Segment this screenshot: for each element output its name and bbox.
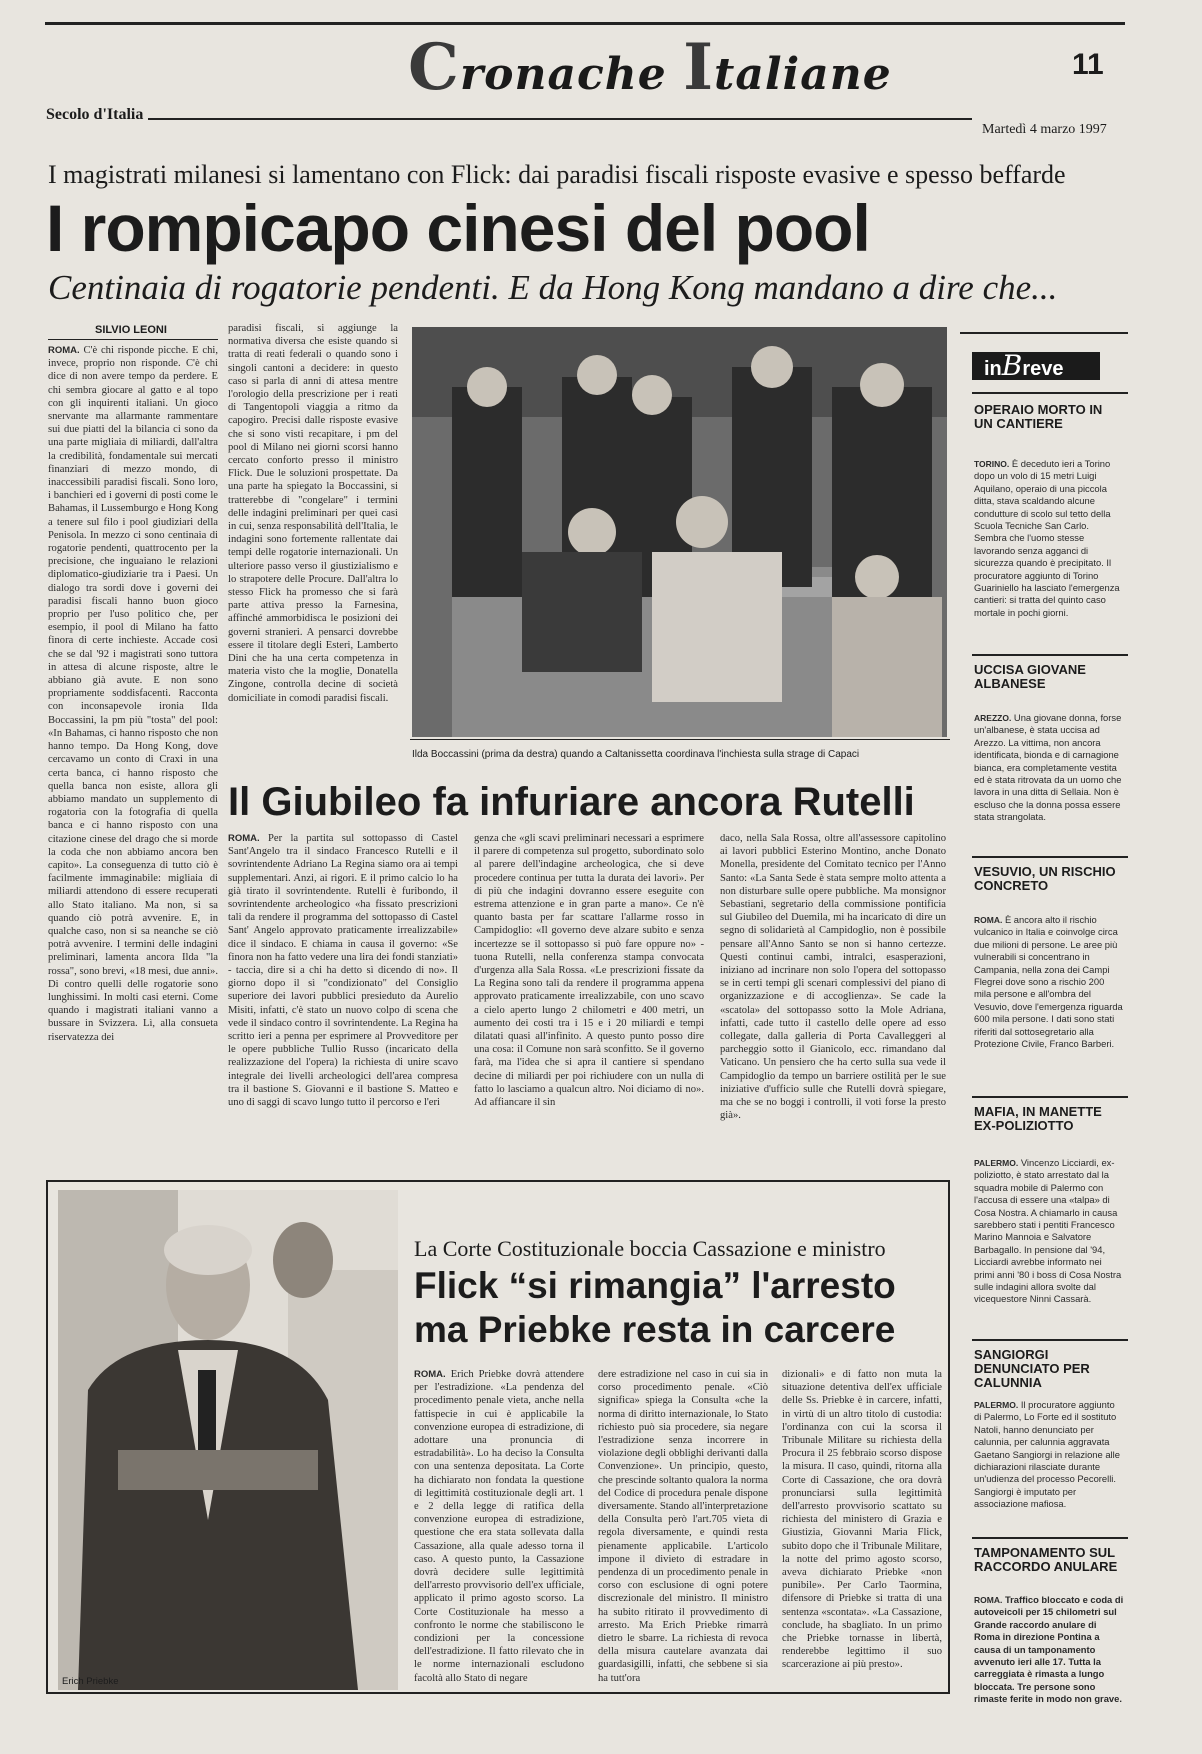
logo-part: B xyxy=(1001,349,1023,382)
story3-left-rule xyxy=(46,1180,48,1694)
brief-divider xyxy=(972,654,1128,656)
brief-text xyxy=(974,914,1124,1092)
brief-body: Traffico bloccato e coda di autoveicoli per 15 chilometri sul Grande raccordo anulare di Roma in direzione Pontina a causa di un tamponamento avvenuto ieri alle 17. Tutta la carreggiata è rimasta a lungo bloccata. Tre persone sono rimaste ferite in modo non grave. xyxy=(974,1594,1124,1704)
dateline: PALERMO. xyxy=(974,1400,1019,1410)
logo-part: reve xyxy=(1022,358,1064,380)
page-number: 11 xyxy=(1072,48,1104,81)
brevi-top-rule xyxy=(960,332,1128,334)
story3-kicker: La Corte Costituzionale boccia Cassazione e ministro xyxy=(414,1236,886,1261)
story3-bottom-rule xyxy=(46,1692,950,1694)
section-title xyxy=(408,30,892,105)
main-subhead: Centinaia di rogatorie pendenti. E da Hong Kong mandano a dire che... xyxy=(48,268,1058,307)
section-title-part: taliane xyxy=(714,49,892,100)
brief-title: SANGIORGI DENUNCIATO PER CALUNNIA xyxy=(974,1347,1090,1390)
brevi-rule xyxy=(972,392,1128,394)
dateline: AREZZO. xyxy=(974,713,1012,723)
byline-rule xyxy=(48,339,218,340)
brief-body: Una giovane donna, forse un'albanese, è stata uccisa ad Arezzo. La vittima, non ancora identificata, bionda e di carnagione bianca, era completamente vestita ed è stata ritrovata da un uomo che lavora in una ditta di Sellaia. Non è escluso che la donna possa essere stata strangolata. xyxy=(974,712,1122,823)
brief-body: Il procuratore aggiunto di Palermo, Lo Forte ed il sostituto Natoli, hanno denunciato per calunnia, per calunnia aggravata Gaetano Sangiorgi in relazione alle dichiarazioni rilasciate durante un'udienza del processo Pecorelli. Sangiorgi è imputato per associazione mafiosa. xyxy=(974,1399,1120,1510)
top-rule xyxy=(45,22,1125,25)
brief-divider xyxy=(972,1096,1128,1098)
brief-text xyxy=(974,1399,1124,1529)
story3-headline-line2: ma Priebke resta in carcere xyxy=(414,1309,896,1350)
brief-text xyxy=(974,458,1124,648)
story3-right-rule xyxy=(948,1180,950,1694)
column-text: Per la partita sul sottopasso di Castel Sant'Angelo tra il sindaco Francesco Rutelli e il sovrintendente Adriano La Regina siamo ora ai tempi supplementari. Anzi, ai rigori. E il primo calcio lo ha già tirato il sovrintendente. Rutelli è furibondo, il sovrintendente archeologico «ha fissato prescrizioni tali da rendere il programma del sottopasso di Castel Sant' Angelo approvato praticamente irrealizzabile» dice il sindaco. E chiama in causa il governo: «Se finora non ha fatto vedere una lira dei fondi stanziati» - taccia, dire si a chi ha detto sì dicendo di no». Il giorno dopo il sì "condizionato" del Consiglio superiore dei lavori pubblici presieduto da Aurelio Misiti, infatti, c'è stato un nuovo colpo di scena che vede il sindaco contro il sovrintendente. La Regina ha scritto ieri a penna per esprimere al Provveditore per le opere pubbliche Tullio Russo (incaricato della realizzazione del l'opera) la richiesta di unire scavo integrale dei livelli archeologici dell'area compresa tra il bastione S. Giovanni e il bastione S. Matteo e uno di saggi di scavo lungo tutto il percorso e l'eri xyxy=(228,833,458,1109)
priebke-photo-image xyxy=(58,1190,398,1690)
column-text: Erich Priebke dovrà attendere per l'estradizione. «La pendenza del procedimento penale vieta, anche nella fattispecie in cui è applicabile la convenzione europea di estradizione, di adottare una pronuncia di estradabilità». Lo ha deciso la Consulta con una sentenza depositata. La Corte ha dichiarato non fondata la questione di legittimità costituzionale degli art. 1 e 2 della legge di ratifica della convenzione europea di estradizione, questione che era stata sollevata dalla Cassazione, alla quale adesso torna il caso. A questo punto, la Cassazione dovrà decidere sulle legittimità dell'arresto provvisorio dell'ex ufficiale, applicato il primo agosto scorso. La Corte Costituzionale ha messo a confronto le norme che stabiliscono le condizioni per la concessione dell'estradizione. Il fatto rilevato che in le norme internazionali escludono facoltà allo Stato di negare xyxy=(414,1369,584,1684)
dateline: TORINO. xyxy=(974,459,1010,469)
courtroom-photo-image xyxy=(412,327,947,737)
column-text: C'è chi risponde picche. E chi, invece, proprio non risponde. C'è chi dice di non avere tempo da perdere. E chi sembra giocare al gatto e al topo con gli inquirenti italiani. Un gioco snervante ma allarmante rammentare sui due piatti del la bilancia ci sono da una parte migliaia di miliardi, dall'altra la credibilità, fondamentale sui mercati finanziari di mezzo mondo, di inaccessibili paradisi fiscali. Sono loro, i banchieri ed i governi di posti come le Bahamas, il Lussemburgo e Hong Kong a tenere sul filo i pool giudiziari della Penisola. In mezzo ci sono centinaia di rogatorie pendenti, quattrocento per la precisione, che inguaiano le relazioni diplomatico-giudiziarie tra i Paesi. Un dialogo tra sordi dove i governi dei paradisi fiscali hanno buon gioco proprio per l'uso politico che, per esempio, il pool di Milano ha fatto finora di certe inchieste. Accade così che se dal '92 i magistrati sono tuttora in attesa di alcune risposte, altre le abbiano già avute. E non sono propriamente soddisfacenti. Racconta con inconsapevole ironia Ilda Boccassini, la pm più "tosta" del pool: «In Bahamas, ci hanno risposto che non hanno tempo. Da Hong Kong, dove cercavamo un conto di Craxi in una certa banca, ci hanno risposto che quella banca non esiste, allora gli abbiamo mandato un supplemento di rogatoria con la fotografia di quella banca e ci hanno risposto con una citazione cinese del drago che si morde la coda che non abbiamo ancora ben capito». La conseguenza di tutto ciò è facilmente immaginabile: migliaia di miliardi attendono di essere recuperati allo Stato italiano. Ma non, si sa quando ciò potrà avvenire. E, in qualche caso, non si sa neanche se ciò potrà avvenire. I termini delle indagini preliminari, lamenta ancora Ilda "la rossa", sono brevi, «18 mesi, due anni». Di contro quelli delle rogatorie sono lunghissimi. In molti casi eterni. Come quando i magistrati italiani vanno a bussare in Svizzera. Lì, alla consueta riservatezza dei xyxy=(48,345,218,1043)
brief-title: VESUVIO, UN RISCHIO CONCRETO xyxy=(974,864,1116,893)
brief-title: OPERAIO MORTO IN UN CANTIERE xyxy=(974,402,1103,431)
logo-part: in xyxy=(984,358,1002,380)
brief-title: UCCISA GIOVANE ALBANESE xyxy=(974,662,1086,691)
story3-top-rule xyxy=(46,1180,950,1182)
brief-title: MAFIA, IN MANETTE EX-POLIZIOTTO xyxy=(974,1104,1102,1133)
priebke-photo-caption: Erich Priebke xyxy=(62,1676,119,1687)
priebke-photo xyxy=(58,1190,398,1690)
story2-column-2: genza che «gli scavi preliminari necessari a esprimere il parere di competenza sul progetto, subordinato solo al parere dell'indagine archeologica, che si deve procedere continua per tutta la durata dei lavori». Per di più che indagini dovranno essere eseguite con estrema attenzione e in gran parte a mano». Ce n'è quanto basta per far scattare l'allarme rosso in Campidoglio: «Il governo deve alzare subito e senza incertezze se il sottopasso si può fare oppure no» - tuona Rutelli, nella conferenza stampa convocata d'urgenza alla Sala Rossa. «Le prescrizioni fissate da La Regina sono tali da rendere il programma appena approvato praticamente irrealizzabile, con uno scavo a cielo aperto lungo 2 chilometri e 400 metri, un aumento dei costi tra i 15 e i 20 miliardi e tempi dilatati quasi all'infinito. A questo punto posso dire una cosa: il Comune non sarà sconfitto. Se il governo farà, ma l'idea che si apra il cantiere si spendano decine di miliardi per poi richiudere con un nulla di fatto lo lasciamo a qualcun altro. Noi diciamo di no». Ad affiancare il sin xyxy=(474,833,704,1109)
brief-text xyxy=(974,712,1124,852)
brief-divider xyxy=(972,856,1128,858)
main-story-column-1 xyxy=(48,344,218,1156)
main-headline: I rompicapo cinesi del pool xyxy=(46,191,870,265)
header-rule xyxy=(148,118,972,120)
issue-date: Martedì 4 marzo 1997 xyxy=(982,122,1107,137)
brief-text xyxy=(974,1157,1124,1335)
story3-column-1 xyxy=(414,1368,584,1686)
dateline: ROMA. xyxy=(48,345,80,356)
dateline: PALERMO. xyxy=(974,1158,1019,1168)
courtroom-photo xyxy=(412,327,947,737)
dateline: ROMA. xyxy=(974,915,1003,925)
section-title-part: ronache xyxy=(459,49,684,100)
brief-title: TAMPONAMENTO SUL RACCORDO ANULARE xyxy=(974,1545,1118,1574)
in-breve-logo xyxy=(972,349,1100,382)
byline: SILVIO LEONI xyxy=(95,324,167,336)
story3-column-3: dizionali» e di fatto non muta la situazione detentiva dell'ex ufficiale delle Ss. Priebke è in carcere, infatti, in virtù di un altro titolo di custodia: l'ordinanza con cui la scorsa il Tribunale Militare su richiesta della Procura il 25 febbraio scorso dispose la misura. Il caso, quindi, ritorna alla Corte di Cassazione, che ora dovrà pronunciarsi sulla legittimità dell'arresto provvisorio scattato su richiesta del ministero di Grazia e Giustizia, Giovanni Maria Flick, subito dopo che il Tribunale Militare, la notte del primo agosto scorso, aveva dichiarato Priebke «non punibile». Per Carlo Taormina, difensore di Priebke si tratta di una sentenza «scontata». «La Cassazione, conclude, ha sbagliato. In un primo che Priebke tornasse in libertà, renderebbe legittimo il suo scarcerazione ai più presto». xyxy=(782,1369,942,1671)
story3-headline-line1: Flick “si rimangia” l'arresto xyxy=(414,1265,896,1306)
main-story-column-2: paradisi fiscali, si aggiunge la normativa diversa che esiste quando si tratta di reati federali o quando sono i singoli cantoni a decidere: in questo caso si parla di anni di attesa mentre l'orologio della prescrizione per i reati di Tangentopoli viaggia a ritmo da capogiro. Precisi dalle risposte evasive che si sono visti recapitare, i pm del pool di Milano nei giorni scorsi hanno cercato conforto presso il ministro Flick. Due le soluzioni prospettate. Da una parte ha spiegato la Boccassini, si tratterebbe di "congelare" i termini delle indagini preliminari per quei casi in cui, senza responsabilità dell'Italia, le indagini sono fortemente rallentate dai tempi delle rogatorie internazionali. Un ulteriore passo verso il giustizialismo e lo strapotere delle Procure. Dall'altra lo stesso Flick ha promesso che si farà parte attiva presso la Farnesina, affinché ammorbidisca le posizioni dei governi stranieri. A pensarci dovrebbe essere il titolare degli Esteri, Lamberto Dini che ha una certa competenza in materia visto che la moglie, Donatella Zingone, controlla decine di società domiciliate in comodi paradisi fiscali. xyxy=(228,323,398,704)
story2-headline: Il Giubileo fa infuriare ancora Rutelli xyxy=(228,780,915,824)
story3-column-2: dere estradizione nel caso in cui sia in corso procedimento penale. «Ciò significa» spiega la Consulta «che la norma di diritto internazionale, lo Stato richiesto può sia procedere, sia negare l'estradizione senza incorrere in violazione degli obblighi derivanti dalla Convenzione». Un principio, questo, che prescinde soltanto qualora la norma del Codice di procedura penale dispone diversamente. Stando all'interpretazione della Consulta però l'art.705 vieta di regola diversamente, e quindi resta pienamente applicabile. L'articolo impone il divieto di estradare in pendenza di un procedimento penale in corso con esclusione di ogni potere discrezionale del ministro. Il ministro ha subito ritirato il provvedimento di arresto. Ma Erich Priebke rimarrà dietro le sbarre. La richiesta di revoca della misura cautelare avanzata dai guardasigilli, infatti, che sebbene si sia ha tutt'ora xyxy=(598,1369,768,1684)
caption-rule xyxy=(410,739,950,740)
photo-caption: Ilda Boccassini (prima da destra) quando a Caltanissetta coordinava l'inchiesta sulla strage di Capaci xyxy=(412,749,860,760)
brief-body: È deceduto ieri a Torino dopo un volo di 15 metri Luigi Aquilano, operaio di una piccola ditta, stava scaldando alcune condutture di scolo sul tetto della Scuola Tecniche San Carlo. Sembra che l'uomo stesse lavorando senza agganci di sicurezza quando è precipitato. Il procuratore aggiunto di Torino Guariniello ha lasciato l'emergenza cantieri: si tratta del quinto caso mortale in pochi giorni. xyxy=(974,458,1120,618)
brief-body: È ancora alto il rischio vulcanico in Italia e coinvolge circa due milioni di persone. Le aree più vulnerabili si concentrano in Campania, nella zona dei Campi Flegrei dove sono a rischio 200 mila persone e all'ombra del Vesuvio, dove l'emergenza riguarda 600 mila persone. I dati sono stati riferiti dal sottosegretario alla Protezione Civile, Franco Barberi. xyxy=(974,914,1123,1050)
main-kicker: I magistrati milanesi si lamentano con Flick: dai paradisi fiscali risposte evasive e spesso beffarde xyxy=(48,160,1066,189)
dateline: ROMA. xyxy=(974,1595,1003,1605)
newspaper-name: Secolo d'Italia xyxy=(46,106,144,123)
brief-divider xyxy=(972,1339,1128,1341)
brief-body: Vincenzo Licciardi, ex-poliziotto, è stato arrestato dal la squadra mobile di Palermo con l'accusa di essere una «talpa» di Cosa Nostra. A chiamarlo in causa sarebbero stati i pentiti Francesco Marino Mannoia e Salvatore Barbagallo. In pensione dal '94, Licciardi avrebbe informato nei primi anni '80 i boss di Cosa Nostra sulle indagini allora svolte dal vicequestore Ninni Cassarà. xyxy=(974,1157,1122,1305)
section-title-cap: I xyxy=(683,30,714,105)
story2-column-3: daco, nella Sala Rossa, oltre all'assessore capitolino ai lavori pubblici Esterino Montino, anche Donato Monella, presidente del Comitato tecnico per l'Anno Santo: «La Santa Sede è stata sempre molto attenta a non disturbare sulle opere pubbliche. Ma monsignor Sebastiani, segretario della commissione pontificia sul Giubileo del Duemila, mi ha incaricato di dire un segno di solidarietà al Campidoglio, non è possibile pensare all'Anno Santo se non si hanno certezze. Questi continui cambi, intralci, esasperazioni, iniziano ad incrinare non solo l'opera del sottopasso se in certi tempi gli scenari complessivi del piano di organizzazione e di accoglienza». Se cade la «scatola» del sottopasso sotto la Mole Adriana, infatti, cade tutto il castello delle opere ad esso collegate, dalla galleria di Porta Cavalleggeri al parcheggio sotto il Gianicolo, ecc. rimandano dal Vaticano. Un pensiero che ha certo sulla sua vede il Campidoglio da tempo un barriere ostilità per le sue iniziative d'ufficio sulle che Rutelli dovrà spiegare, ma che se no boggi i controlli, il voti forse la presto già». xyxy=(720,833,946,1122)
brief-text xyxy=(974,1594,1124,1704)
section-title-cap: C xyxy=(408,30,460,105)
dateline: ROMA. xyxy=(414,1369,446,1380)
story2-column-1 xyxy=(228,832,458,1162)
dateline: ROMA. xyxy=(228,833,260,844)
brief-divider xyxy=(972,1537,1128,1539)
